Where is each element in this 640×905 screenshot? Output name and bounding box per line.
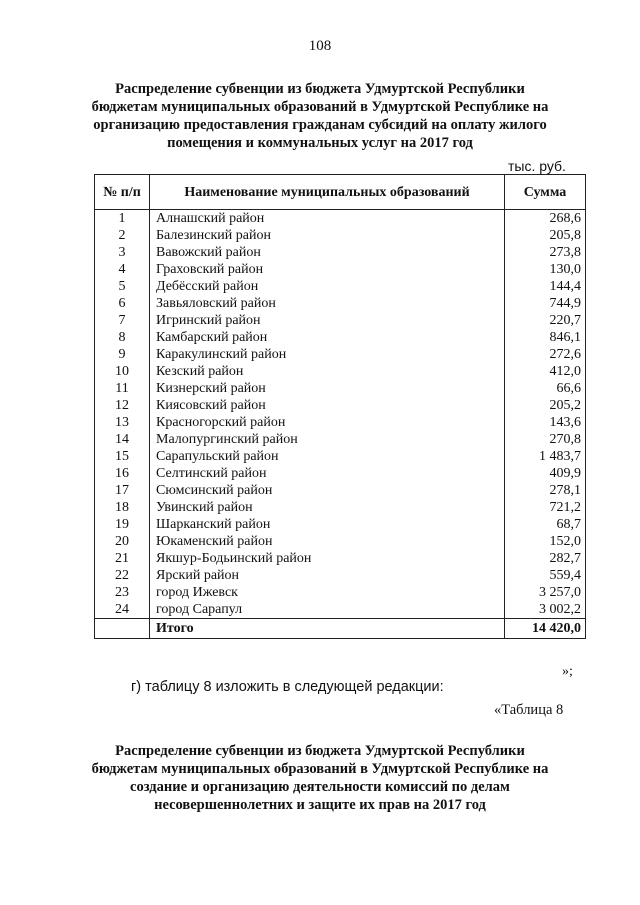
table-row [95,533,586,550]
table-body [95,210,586,639]
row-name: Кизнерский район [150,380,505,397]
row-sum: 3 257,0 [505,584,586,601]
row-name: Красногорский район [150,414,505,431]
row-sum: 68,7 [505,516,586,533]
row-name: Ярский район [150,567,505,584]
table-row [95,261,586,278]
page-number: 108 [308,38,332,54]
table-row [95,329,586,346]
title-line: помещения и коммунальных услуг на 2017 год [167,135,473,151]
row-number: 12 [95,397,150,414]
row-name: Дебёсский район [150,278,505,295]
row-number: 5 [95,278,150,295]
row-name: Завьяловский район [150,295,505,312]
row-sum: 143,6 [505,414,586,431]
table-row [95,278,586,295]
title-line: Распределение субвенции из бюджета Удмуртской Республики [115,81,525,97]
row-name: город Ижевск [150,584,505,601]
row-sum: 409,9 [505,465,586,482]
total-row [95,619,586,639]
row-number: 4 [95,261,150,278]
document-title [80,80,560,152]
row-sum: 559,4 [505,567,586,584]
row-number: 8 [95,329,150,346]
row-sum: 66,6 [505,380,586,397]
row-name: Вавожский район [150,244,505,261]
title-line: несовершеннолетних и защите их прав на 2017 год [154,797,486,813]
header-name: Наименование муниципальных образований [150,175,505,210]
row-number: 18 [95,499,150,516]
row-number: 20 [95,533,150,550]
row-name: Киясовский район [150,397,505,414]
title-line: создание и организацию деятельности комиссий по делам [130,779,510,795]
table-row [95,227,586,244]
row-sum: 270,8 [505,431,586,448]
title-line: организацию предоставления гражданам субсидий на оплату жилого [93,117,547,133]
row-name: Сарапульский район [150,448,505,465]
row-sum: 130,0 [505,261,586,278]
row-sum: 205,2 [505,397,586,414]
row-sum: 721,2 [505,499,586,516]
row-number: 21 [95,550,150,567]
table-row [95,346,586,363]
row-number: 9 [95,346,150,363]
table-row [95,414,586,431]
second-title [80,742,560,814]
row-sum: 846,1 [505,329,586,346]
row-number: 7 [95,312,150,329]
row-name: Камбарский район [150,329,505,346]
table-row [95,499,586,516]
row-name: Селтинский район [150,465,505,482]
table-row [95,244,586,261]
row-name: Шарканский район [150,516,505,533]
row-name: Юкаменский район [150,533,505,550]
row-number: 10 [95,363,150,380]
total-number-cell [95,619,150,639]
title-line: бюджетам муниципальных образований в Удмуртской Республике на [91,761,549,777]
row-number: 16 [95,465,150,482]
units-label: тыс. руб. [508,158,566,174]
table-row [95,482,586,499]
row-sum: 1 483,7 [505,448,586,465]
table-row [95,550,586,567]
row-number: 24 [95,601,150,619]
row-sum: 278,1 [505,482,586,499]
quote-end: »; [562,664,573,679]
row-sum: 205,8 [505,227,586,244]
table-row [95,516,586,533]
row-sum: 744,9 [505,295,586,312]
total-label: Итого [150,619,505,639]
table-row [95,448,586,465]
row-number: 6 [95,295,150,312]
table-row [95,295,586,312]
row-number: 13 [95,414,150,431]
table-label: «Таблица 8 [494,702,564,718]
row-number: 1 [95,210,150,228]
instruction-text: г) таблицу 8 изложить в следующей редакции: [131,679,444,695]
row-sum: 268,6 [505,210,586,228]
row-sum: 3 002,2 [505,601,586,619]
distribution-table [94,174,586,639]
row-number: 11 [95,380,150,397]
table-header-row [95,175,586,210]
row-name: Граховский район [150,261,505,278]
row-name: Увинский район [150,499,505,516]
row-name: Малопургинский район [150,431,505,448]
row-name: Игринский район [150,312,505,329]
table-row [95,567,586,584]
table-row [95,210,586,228]
row-sum: 412,0 [505,363,586,380]
row-name: Алнашский район [150,210,505,228]
title-line: Распределение субвенции из бюджета Удмуртской Республики [115,743,525,759]
row-number: 22 [95,567,150,584]
header-number: № п/п [95,175,150,210]
row-name: Балезинский район [150,227,505,244]
row-number: 3 [95,244,150,261]
row-name: Сюмсинский район [150,482,505,499]
row-sum: 144,4 [505,278,586,295]
row-name: Каракулинский район [150,346,505,363]
table-row [95,312,586,329]
table-row [95,601,586,619]
total-sum: 14 420,0 [505,619,586,639]
table-row [95,431,586,448]
row-name: Кезский район [150,363,505,380]
row-name: город Сарапул [150,601,505,619]
table-row [95,397,586,414]
table-row [95,465,586,482]
row-number: 14 [95,431,150,448]
row-number: 15 [95,448,150,465]
table-row [95,363,586,380]
row-sum: 282,7 [505,550,586,567]
row-sum: 220,7 [505,312,586,329]
header-sum: Сумма [505,175,586,210]
row-sum: 272,6 [505,346,586,363]
table-row [95,380,586,397]
row-number: 2 [95,227,150,244]
row-sum: 273,8 [505,244,586,261]
row-number: 19 [95,516,150,533]
table-row [95,584,586,601]
title-line: бюджетам муниципальных образований в Удмуртской Республике на [91,99,549,115]
row-number: 23 [95,584,150,601]
row-number: 17 [95,482,150,499]
row-name: Якшур-Бодьинский район [150,550,505,567]
row-sum: 152,0 [505,533,586,550]
